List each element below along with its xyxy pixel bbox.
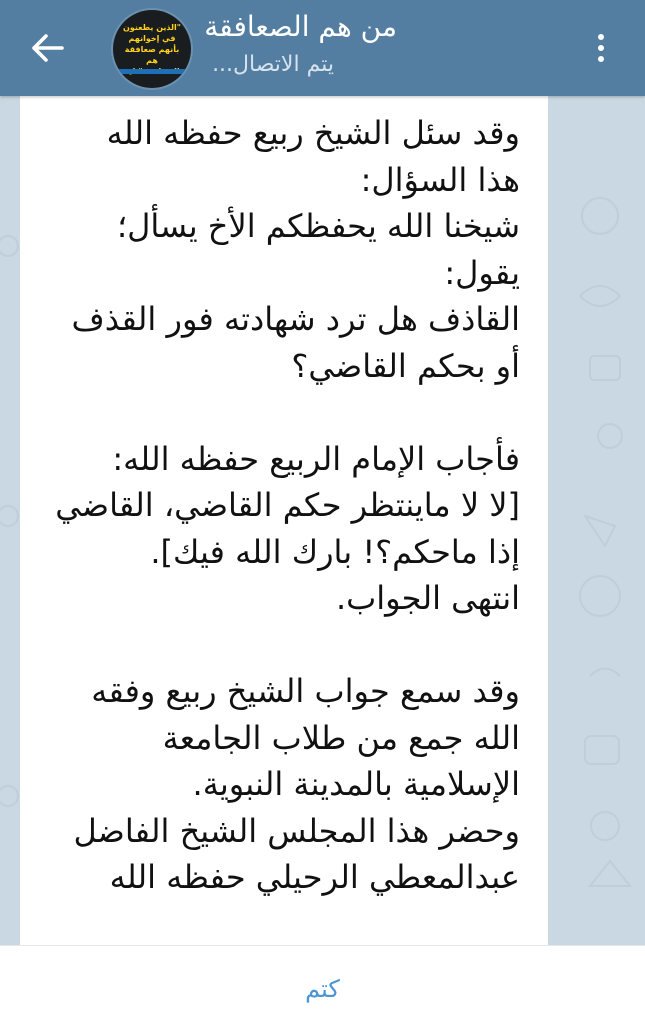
mute-button[interactable]: كتم	[305, 975, 340, 1003]
message-line: يقول:	[444, 253, 520, 292]
message-line: عبدالمعطي الرحيلي حفظه الله	[109, 858, 520, 896]
message-line	[30, 622, 520, 669]
message-line: الله جمع من طلاب الجامعة	[162, 718, 520, 757]
more-vertical-icon-dot	[598, 45, 604, 51]
avatar-band	[113, 69, 191, 74]
message-line: انتهى الجواب.	[335, 579, 520, 617]
message-line: وقد سمع جواب الشيخ ربيع وفقه	[91, 672, 520, 710]
arrow-back-icon	[31, 33, 65, 63]
message-text	[30, 110, 520, 901]
chat-title[interactable]: من هم الصعافقة	[204, 10, 397, 43]
more-vertical-icon	[598, 34, 604, 40]
avatar[interactable]	[113, 10, 191, 88]
message-bubble[interactable]	[20, 96, 548, 945]
message-line: أو بحكم القاضي؟	[291, 346, 520, 385]
chat-header	[0, 0, 645, 96]
message-line: هذا السؤال:	[360, 160, 520, 199]
avatar-caption: "الذين يطعنون في إخوانهم بأنهم صعافقة هم	[123, 23, 181, 65]
message-line: وقد سئل الشيخ ربيع حفظه الله	[106, 114, 520, 152]
message-line: الإسلامية بالمدينة النبوية.	[192, 765, 520, 803]
more-vertical-icon-dot	[598, 56, 604, 62]
message-line: القاذف هل ترد شهادته فور القذف	[71, 300, 520, 338]
channel-footer	[0, 945, 645, 1025]
more-options-button[interactable]	[583, 26, 619, 70]
back-button[interactable]	[22, 22, 74, 74]
connection-status: يتم الاتصال...	[212, 52, 334, 77]
message-line: [لا لا ماينتظر حكم القاضي، القاضي	[55, 486, 520, 524]
message-line: وحضر هذا المجلس الشيخ الفاضل	[73, 811, 520, 850]
message-line: شيخنا الله يحفظكم الأخ يسأل؛	[117, 207, 520, 245]
message-line: فأجاب الإمام الربيع حفظه الله:	[112, 439, 520, 478]
message-line: إذا ماحكم؟! بارك الله فيك].	[150, 532, 520, 571]
message-line	[30, 389, 520, 436]
